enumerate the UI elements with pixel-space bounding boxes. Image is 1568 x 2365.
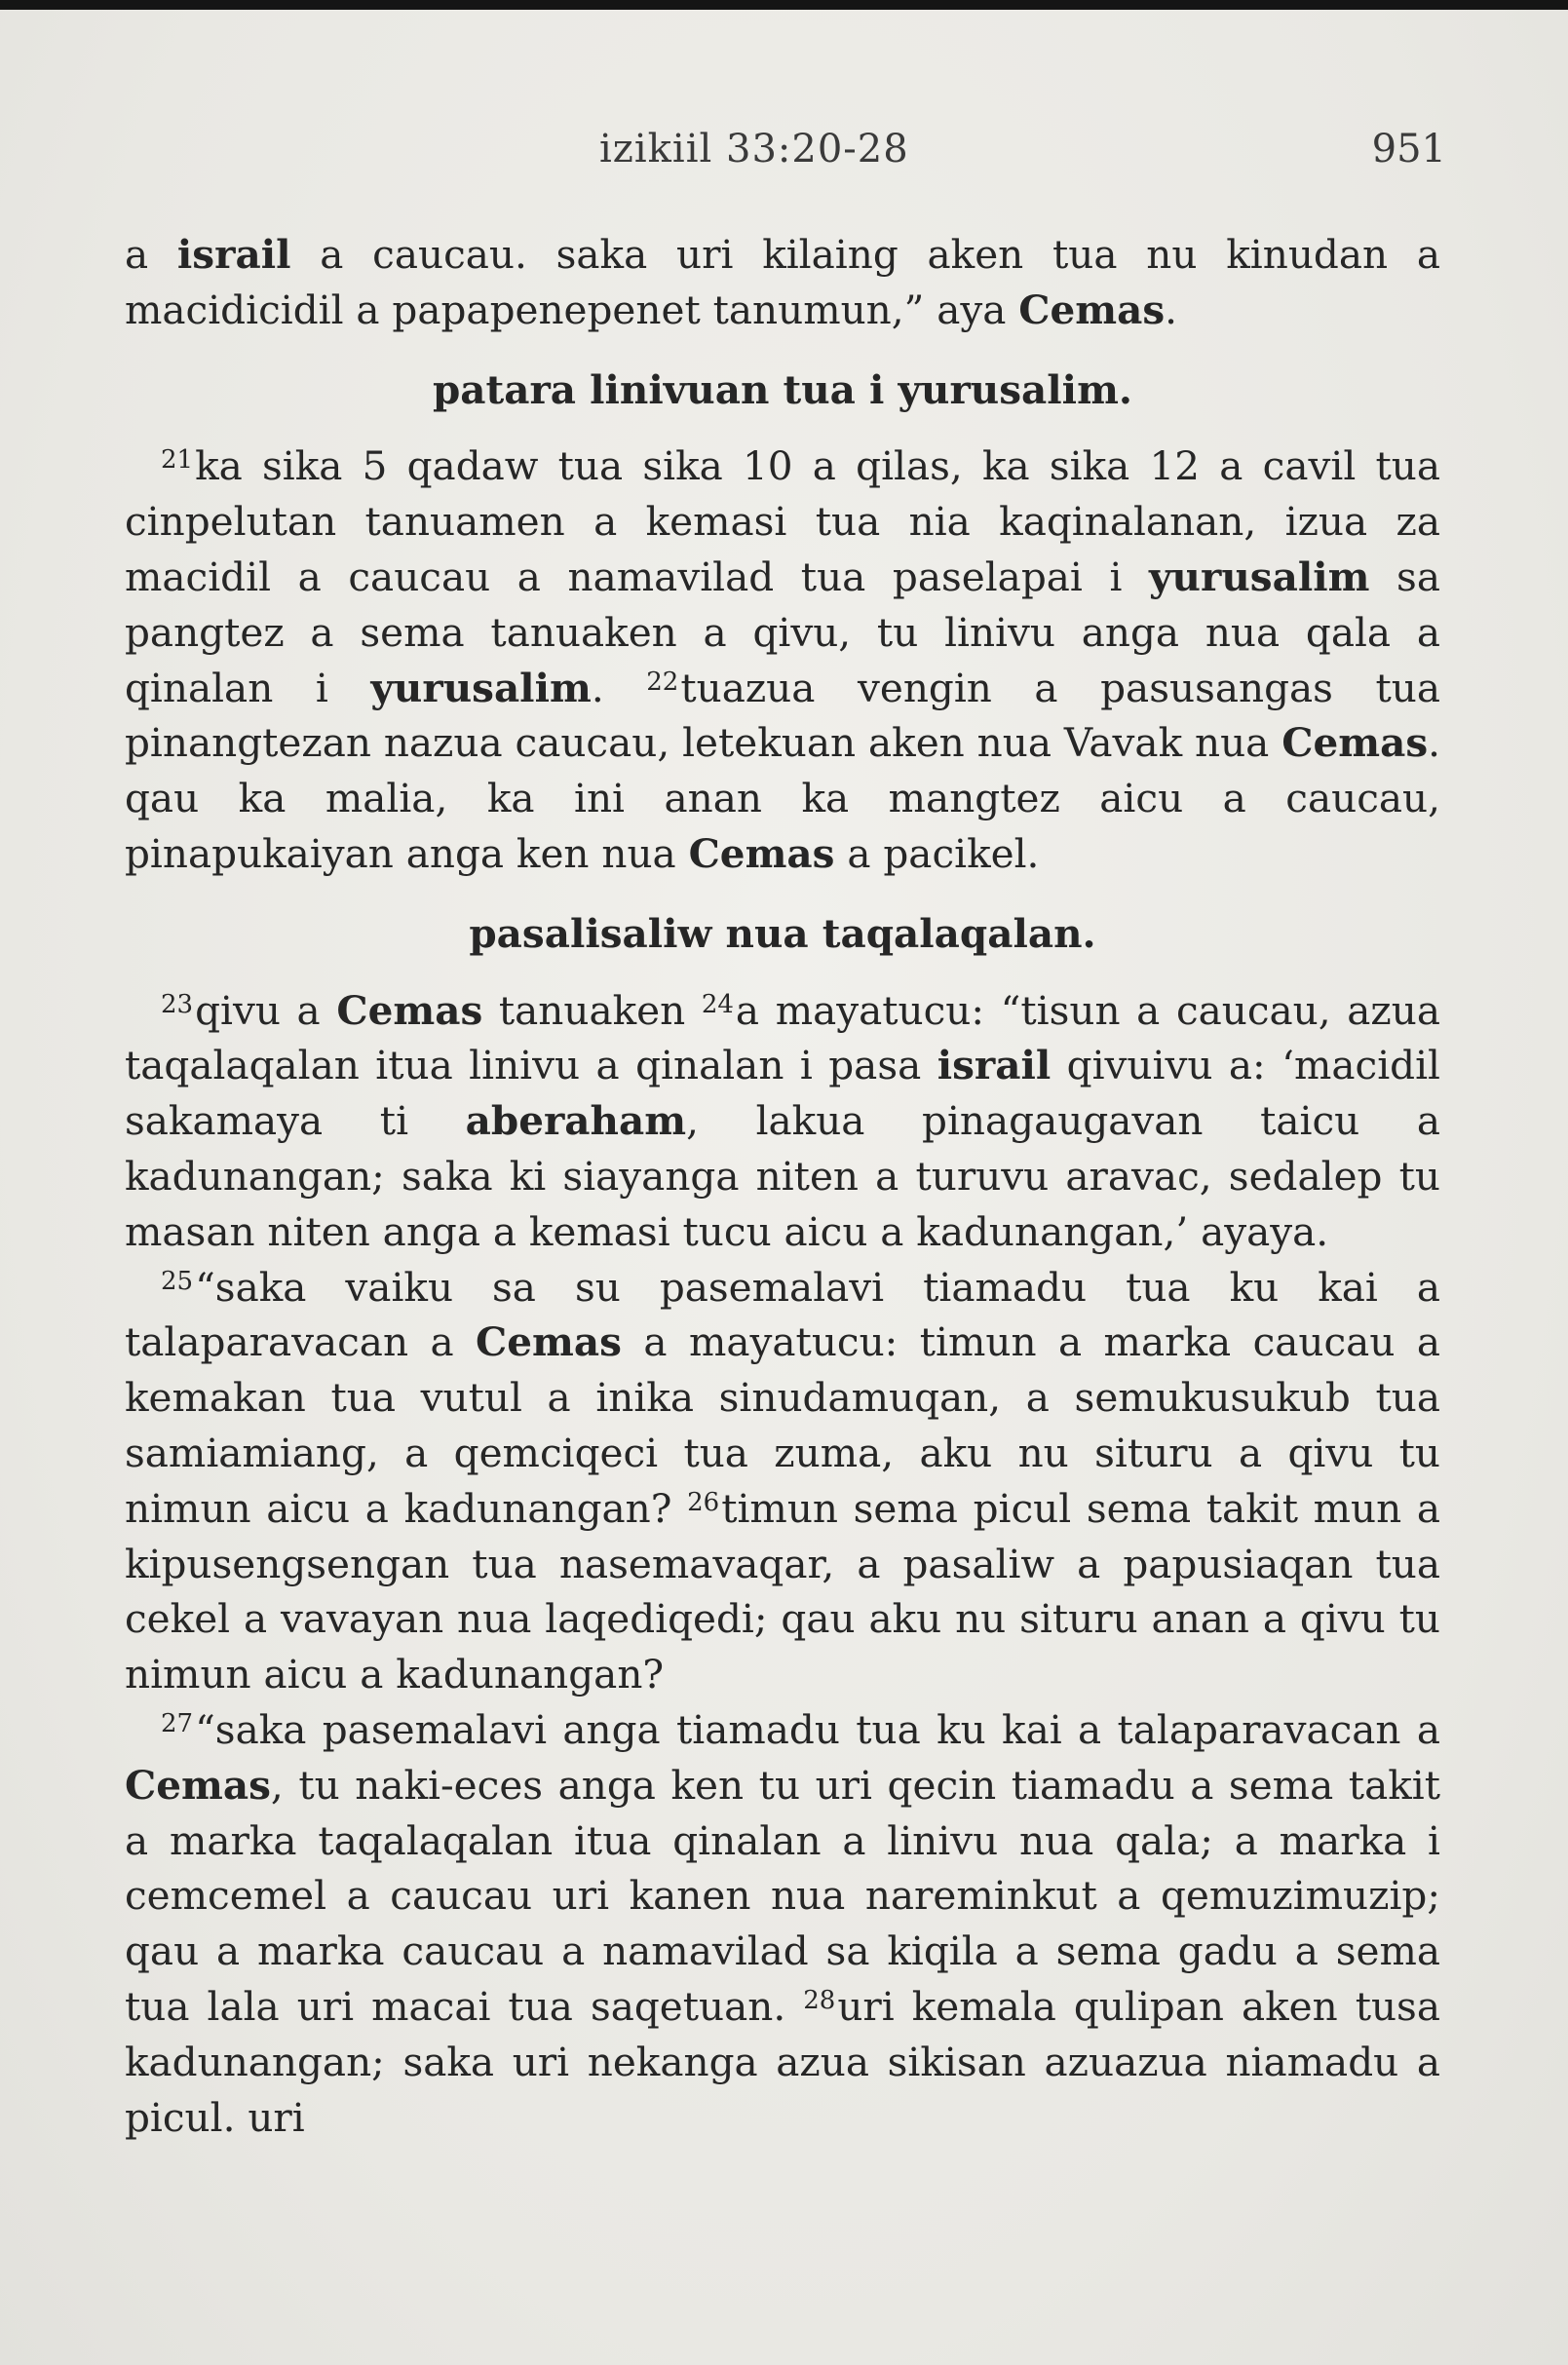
top-edge	[0, 0, 1568, 10]
paragraph-5: $^{27}$“saka pasemalavi anga tiamadu tua ku kai a talaparavacan a Cemas, tu naki-eces anga ken tu uri qecin tiamadu a sema takit a marka taqalaqalan itua qinalan a linivu nua qala; a marka i cemcemel a caucau uri kanen nua nareminkut a qemuzimuzip; qau a marka caucau a namavilad sa kiqila a sema gadu a sema tua lala uri macai tua saqetuan. $^{28}$uri kemala qulipan aken tusa kadunangan; saka uri nekanga azua sikisan azuazua niamadu a picul. uri	[125, 1705, 1440, 2141]
section-heading-1: patara linivuan tua i yurusalim.	[432, 365, 1133, 413]
bold-term: israil	[176, 231, 291, 278]
verse-number: 28	[803, 1985, 836, 2015]
bold-term: aberaham	[465, 1097, 687, 1145]
running-head: izikiil 33:20-28	[599, 127, 909, 172]
page-header	[0, 127, 1568, 185]
verse-number: 24	[701, 989, 734, 1019]
verse-number: 27	[161, 1708, 194, 1738]
verse-number: 25	[161, 1266, 194, 1296]
paragraph-2: $^{21}$ka sika 5 qadaw tua sika 10 a qilas, ka sika 12 a cavil tua cinpelutan tanuamen a kemasi tua nia kaqinalanan, izua za macidil a caucau a namavilad tua paselapai i yurusalim sa pangtez a sema tanuaken a qivu, tu linivu anga nua qala a qinalan i yurusalim. $^{22}$tuazua vengin a pasusangas tua pinangtezan nazua caucau, letekuan aken nua Vavak nua Cemas. qau ka malia, ka ini anan ka mangtez aicu a caucau, pinapukaiyan anga ken nua Cemas a pacikel.	[125, 442, 1441, 877]
paragraph-3: $^{23}$qivu a Cemas tanuaken $^{24}$a mayatucu: “tisun a caucau, azua taqalaqalan itua linivu a qinalan i pasa israil qivuivu a: ‘macidil sakamaya ti aberaham, lakua pinagaugavan taicu a kadunangan; saka ki siayanga niten a turuvu aravac, sedalep tu masan niten anga a kemasi tucu aicu a kadunangan,’ ayaya.	[125, 986, 1440, 1255]
bold-term: Cemas	[336, 986, 483, 1034]
page-number: 951	[1371, 127, 1446, 172]
bold-term: Cemas	[1281, 719, 1429, 767]
bold-term: Cemas	[125, 1761, 271, 1809]
verse-number: 26	[687, 1487, 720, 1517]
section-heading-2: pasalisaliw nua taqalaqalan.	[469, 909, 1096, 957]
paragraph-1: a israil a caucau. saka uri kilaing aken tua nu kinudan a macidicidil a papapenepenet tanumun,” aya Cemas.	[125, 231, 1440, 333]
verse-number: 21	[161, 445, 194, 476]
verse-number: 22	[646, 667, 679, 697]
body-text	[125, 227, 1440, 2145]
bold-term: Cemas	[476, 1318, 622, 1366]
bold-term: israil	[937, 1042, 1052, 1089]
bold-term: Cemas	[1018, 286, 1166, 333]
bold-term: yurusalim	[370, 664, 592, 711]
verse-number: 23	[161, 989, 194, 1019]
bold-term: yurusalim	[1149, 553, 1370, 600]
paragraph-4: $^{25}$“saka vaiku sa su pasemalavi tiamadu tua ku kai a talaparavacan a Cemas a mayatucu: timun a marka caucau a kemakan tua vutul a inika sinudamuqan, a semukusukub tua samiamiang, a qemciqeci tua zuma, aku nu situru a qivu tu nimun aicu a kadunangan? $^{26}$timun sema picul sema takit mun a kipusengsengan tua nasemavaqar, a pasaliw a papusiaqan tua cekel a vavayan nua laqediqedi; qau aku nu situru anan a qivu tu nimun aicu a kadunangan?	[125, 1263, 1440, 1698]
bold-term: Cemas	[688, 829, 835, 877]
